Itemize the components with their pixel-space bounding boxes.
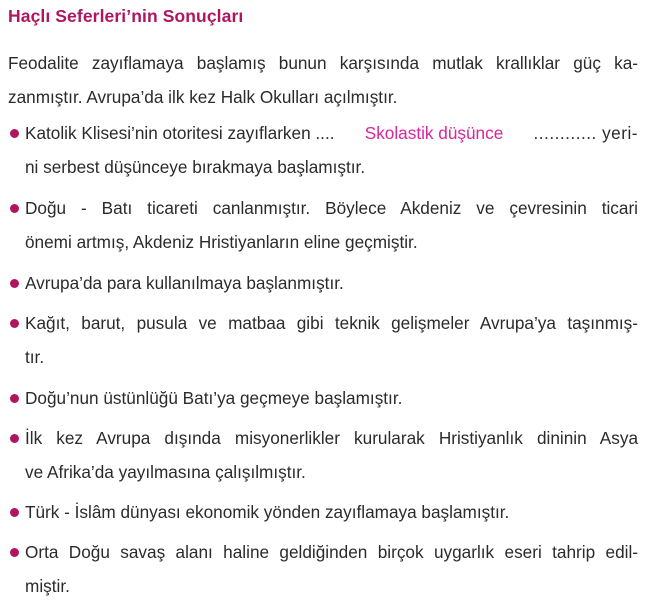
bullet-dot-icon	[10, 319, 19, 328]
bullet-text	[25, 421, 638, 489]
intro-paragraph	[8, 46, 638, 114]
bullet-dot-icon	[10, 279, 19, 288]
intro-line-2: zanmıştır. Avrupa’da ilk kez Halk Okulları açılmıştır.	[8, 87, 398, 107]
bullet-text	[25, 306, 638, 374]
bullet-dot-icon	[10, 548, 19, 557]
bullet-text	[25, 266, 638, 300]
bullet-line: Orta Doğu savaş alanı haline geldiğinden birçok uygarlık eseri tahrip edil-	[25, 542, 638, 562]
bullet-dot-icon	[10, 204, 19, 213]
bullet-line: Kağıt, barut, pusula ve matbaa gibi teknik gelişmeler Avrupa’ya taşınmış-	[25, 313, 638, 333]
bullet-line: Doğu’nun üstünlüğü Batı’ya geçmeye başlamıştır.	[25, 388, 403, 408]
bullet-dot-icon	[10, 129, 19, 138]
fill-in-answer: Skolastik düşünce	[364, 123, 504, 143]
section-heading: Haçlı Seferleri’nin Sonuçları	[8, 6, 244, 26]
bullet-dot-icon	[10, 394, 19, 403]
bullet-text	[25, 495, 638, 529]
bullet-item-3	[8, 266, 638, 300]
bullet-line: ni serbest düşünceye bırakmaya başlamıştır.	[25, 157, 366, 177]
bullet-dot-icon	[10, 434, 19, 443]
bullet-item-8	[8, 535, 638, 603]
bullet-line: İlk kez Avrupa dışında misyonerlikler kurularak Hristiyanlık dininin Asya	[25, 428, 638, 448]
bullet-line: tır.	[25, 347, 45, 367]
bullet-dot-icon	[10, 508, 19, 517]
fill-in-prefix: Katolik Klisesi’nin otoritesi zayıflarken ....	[25, 123, 335, 143]
bullet-text	[25, 116, 638, 184]
bullet-item-7	[8, 495, 638, 529]
bullet-line: ve Afrika’da yayılmasına çalışılmıştır.	[25, 462, 306, 482]
bullet-line: miştir.	[25, 576, 70, 596]
bullet-item-6	[8, 421, 638, 489]
bullet-item-5	[8, 381, 638, 415]
bullet-text	[25, 381, 638, 415]
bullet-text	[25, 535, 638, 603]
bullet-line: Türk - İslâm dünyası ekonomik yönden zayıflamaya başlamıştır.	[25, 502, 510, 522]
bullet-text	[25, 191, 638, 259]
bullet-item-1	[8, 116, 638, 184]
bullet-item-2	[8, 191, 638, 259]
bullet-item-4	[8, 306, 638, 374]
fill-in-suffix: ............ yeri-	[533, 123, 638, 143]
bullet-line: önemi artmış, Akdeniz Hristiyanların eline geçmiştir.	[25, 232, 418, 252]
bullet-line: Avrupa’da para kullanılmaya başlanmıştır.	[25, 273, 344, 293]
bullet-line: Doğu - Batı ticareti canlanmıştır. Böylece Akdeniz ve çevresinin ticari	[25, 198, 638, 218]
intro-line-1: Feodalite zayıflamaya başlamış bunun karşısında mutlak krallıklar güç ka-	[8, 53, 638, 73]
bullet-line	[25, 116, 638, 150]
